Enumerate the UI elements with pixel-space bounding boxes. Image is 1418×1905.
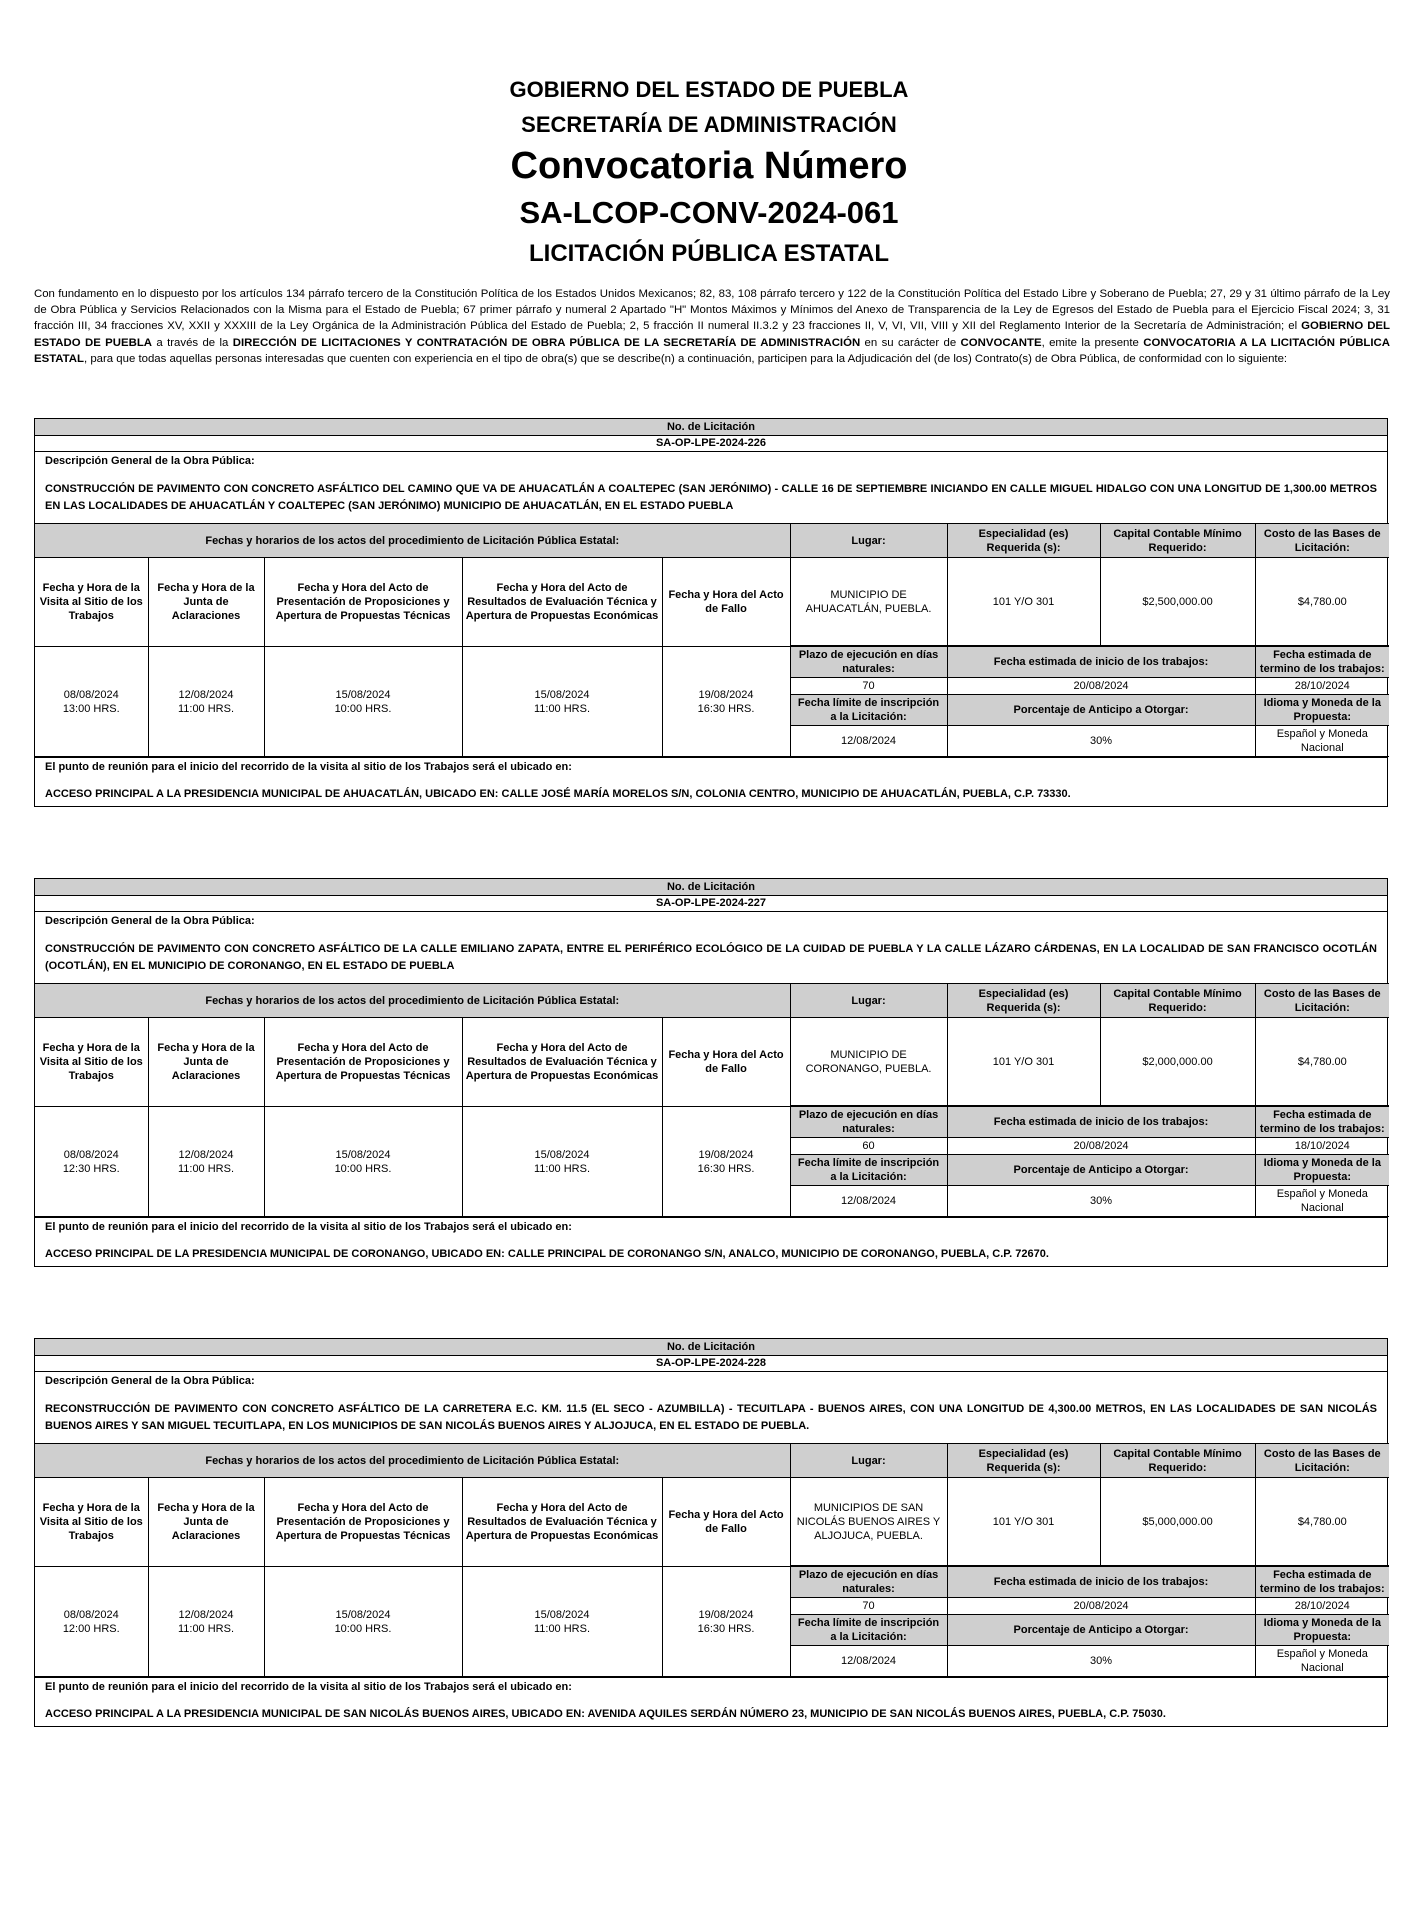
capital-value: $2,000,000.00 — [1100, 1018, 1255, 1106]
especialidad-value: 101 Y/O 301 — [947, 1478, 1100, 1566]
visita-date: 08/08/2024 — [63, 688, 119, 701]
capital-label: Capital Contable Mínimo Requerido: — [1100, 1444, 1255, 1478]
inscripcion-label: Fecha límite de inscripción a la Licitación: — [790, 1615, 947, 1646]
resultados-time: 11:00 HRS. — [533, 1622, 591, 1635]
resultados-time: 11:00 HRS. — [533, 702, 591, 715]
inicio-label: Fecha estimada de inicio de los trabajos: — [947, 1107, 1255, 1138]
lugar-label: Lugar: — [790, 1444, 947, 1478]
fallo-date: 19/08/2024 — [698, 688, 754, 701]
lugar-label: Lugar: — [790, 984, 947, 1018]
junta-date: 12/08/2024 — [178, 1148, 234, 1161]
meeting-point-address: ACCESO PRINCIPAL A LA PRESIDENCIA MUNICIPAL DE SAN NICOLÁS BUENOS AIRES, UBICADO EN: AVENIDA AQUILES SERDÁN NÚMERO 23, MUNICIPIO DE SAN NICOLÁS BUENOS AIRES, PUEBLA, C.P. 75030. — [45, 1708, 1166, 1720]
intro-text: a través de la — [152, 336, 233, 349]
resultados-time: 11:00 HRS. — [533, 1162, 591, 1175]
termino-label: Fecha estimada de termino de los trabajos: — [1255, 647, 1389, 678]
visita-time: 12:30 HRS. — [62, 1162, 120, 1175]
junta-label: Fecha y Hora de la Junta de Aclaraciones — [148, 1018, 264, 1107]
costo-value: $4,780.00 — [1255, 558, 1389, 646]
inicio-value: 20/08/2024 — [947, 678, 1255, 695]
description-text: CONSTRUCCIÓN DE PAVIMENTO CON CONCRETO ASFÁLTICO DEL CAMINO QUE VA DE AHUACATLÁN A COALTEPEC (SAN JERÓNIMO) - CALLE 16 DE SEPTIEMBRE INICIANDO EN CALLE MIGUEL HIDALGO CON UNA LONGITUD DE 1,300.00 METROS EN LAS LOCALIDADES DE AHUACATLÁN Y COALTEPEC (SAN JERÓNIMO) MUNICIPIO DE AHUACATLÁN, EN EL ESTADO PUEBLA — [45, 483, 1377, 512]
lugar-value: MUNICIPIO DE CORONANGO, PUEBLA. — [790, 1018, 947, 1106]
plazo-label: Plazo de ejecución en días naturales: — [790, 647, 947, 678]
presentacion-time: 10:00 HRS. — [334, 1162, 392, 1175]
no-licitacion-label: No. de Licitación — [35, 879, 1387, 896]
visita-value — [35, 1107, 148, 1217]
fechas-horarios-label: Fechas y horarios de los actos del procedimiento de Licitación Pública Estatal: — [35, 524, 790, 558]
capital-label: Capital Contable Mínimo Requerido: — [1100, 524, 1255, 558]
anticipo-label: Porcentaje de Anticipo a Otorgar: — [947, 1155, 1255, 1186]
intro-text: , para que todas aquellas personas interesadas que cuenten con experiencia en el tipo de obra(s) que se describe(n) a continuación, participen para la Adjudicación del (de los) Contrato(s) de Obra Pública, de conformidad con lo siguiente: — [83, 352, 1288, 365]
lugar-value: MUNICIPIOS DE SAN NICOLÁS BUENOS AIRES Y ALJOJUCA, PUEBLA. — [790, 1478, 947, 1566]
resultados-value — [462, 647, 662, 757]
presentacion-date: 15/08/2024 — [335, 1608, 391, 1621]
costo-value: $4,780.00 — [1255, 1478, 1389, 1566]
licitacion-number: SA-OP-LPE-2024-226 — [35, 436, 1387, 452]
inscripcion-label: Fecha límite de inscripción a la Licitación: — [790, 695, 947, 726]
inscripcion-value: 12/08/2024 — [790, 1646, 947, 1677]
resultados-value — [462, 1107, 662, 1217]
intro-text: Con fundamento en lo dispuesto por los artículos 134 párrafo tercero de la Constitución Política de los Estados Unidos Mexicanos; 82, 83, 108 párrafo tercero y 122 de la Constitución Política del Estado Libre y Soberano de Puebla; 27, 29 y 31 último párrafo de la Ley de Obra Pública y Servicios Relacionados con la Misma para el Estado de Puebla; 67 primer párrafo y numeral 2 Apartado "H" Montos Máximos y Mínimos del Anexo de Transparencia de la Ley de Egresos del Estado de Puebla para el Ejercicio Fiscal 2024; 3, 31 fracción III, 34 fracciones XV, XXII y XXXIII de la Ley Orgánica de la Administración Pública del Estado de Puebla; 2, 5 fracción II numeral II.3.2 y 23 fracciones II, V, VI, VII, VIII y XII del Reglamento Interior de la Secretaría de Administración; el — [34, 288, 1390, 333]
resultados-date: 15/08/2024 — [534, 1608, 590, 1621]
costo-label: Costo de las Bases de Licitación: — [1255, 524, 1389, 558]
fallo-date: 19/08/2024 — [698, 1608, 754, 1621]
meeting-point-label: El punto de reunión para el inicio del recorrido de la visita al sitio de los Trabajos será el ubicado en: — [45, 1221, 572, 1233]
junta-time: 11:00 HRS. — [177, 702, 235, 715]
fallo-label: Fecha y Hora del Acto de Fallo — [662, 1018, 790, 1107]
government-name: GOBIERNO DEL ESTADO DE PUEBLA — [509, 77, 909, 102]
junta-date: 12/08/2024 — [178, 688, 234, 701]
presentacion-date: 15/08/2024 — [335, 1148, 391, 1161]
anticipo-value: 30% — [947, 1186, 1255, 1217]
plazo-label: Plazo de ejecución en días naturales: — [790, 1107, 947, 1138]
visita-label: Fecha y Hora de la Visita al Sitio de los Trabajos — [35, 558, 148, 647]
junta-value — [148, 1107, 264, 1217]
description-text: RECONSTRUCCIÓN DE PAVIMENTO CON CONCRETO ASFÁLTICO DE LA CARRETERA E.C. KM. 11.5 (EL SECO - AZUMBILLA) - TECUITLAPA - BUENOS AIRES, CON UNA LONGITUD DE 4,300.00 METROS, EN LAS LOCALIDADES DE SAN NICOLÁS BUENOS AIRES Y SAN MIGUEL TECUITLAPA, EN LOS MUNICIPIOS DE SAN NICOLÁS BUENOS AIRES Y ALJOJUCA, EN EL ESTADO DE PUEBLA. — [45, 1403, 1377, 1432]
inscripcion-value: 12/08/2024 — [790, 1186, 947, 1217]
idioma-label: Idioma y Moneda de la Propuesta: — [1255, 1615, 1389, 1646]
licitacion-block — [34, 878, 1388, 1267]
resultados-date: 15/08/2024 — [534, 1148, 590, 1161]
junta-time: 11:00 HRS. — [177, 1622, 235, 1635]
intro-bold: DIRECCIÓN DE LICITACIONES Y CONTRATACIÓN DE OBRA PÚBLICA DE LA SECRETARÍA DE ADMINISTRACIÓN — [232, 336, 861, 349]
licitacion-block — [34, 418, 1388, 807]
junta-label: Fecha y Hora de la Junta de Aclaraciones — [148, 558, 264, 647]
termino-label: Fecha estimada de termino de los trabajos: — [1255, 1567, 1389, 1598]
convocatoria-number: SA-LCOP-CONV-2024-061 — [519, 195, 899, 230]
presentacion-time: 10:00 HRS. — [334, 702, 392, 715]
intro-bold: GOBIERNO DEL ESTADO DE PUEBLA — [34, 320, 1390, 349]
lugar-label: Lugar: — [790, 524, 947, 558]
licitacion-number: SA-OP-LPE-2024-227 — [35, 896, 1387, 912]
meeting-point — [35, 757, 1387, 806]
termino-value: 18/10/2024 — [1255, 1138, 1389, 1155]
idioma-value: Español y Moneda Nacional — [1255, 1186, 1389, 1217]
presentacion-label: Fecha y Hora del Acto de Presentación de Proposiciones y Apertura de Propuestas Técnicas — [264, 1478, 462, 1567]
costo-value: $4,780.00 — [1255, 1018, 1389, 1106]
visita-value — [35, 1567, 148, 1677]
fallo-time: 16:30 HRS. — [697, 1622, 755, 1635]
visita-label: Fecha y Hora de la Visita al Sitio de los Trabajos — [35, 1018, 148, 1107]
intro-paragraph — [34, 286, 1390, 367]
intro-bold: CONVOCANTE — [960, 336, 1042, 349]
junta-label: Fecha y Hora de la Junta de Aclaraciones — [148, 1478, 264, 1567]
resultados-label: Fecha y Hora del Acto de Resultados de Evaluación Técnica y Apertura de Propuestas Económicas — [462, 1478, 662, 1567]
plazo-label: Plazo de ejecución en días naturales: — [790, 1567, 947, 1598]
inicio-value: 20/08/2024 — [947, 1598, 1255, 1615]
plazo-value: 60 — [790, 1138, 947, 1155]
especialidad-value: 101 Y/O 301 — [947, 1018, 1100, 1106]
visita-value — [35, 647, 148, 757]
presentacion-value — [264, 647, 462, 757]
document-title: Convocatoria Número — [510, 145, 908, 187]
especialidad-label: Especialidad (es) Requerida (s): — [947, 984, 1100, 1018]
presentacion-label: Fecha y Hora del Acto de Presentación de Proposiciones y Apertura de Propuestas Técnicas — [264, 558, 462, 647]
secretariat-name: SECRETARÍA DE ADMINISTRACIÓN — [521, 112, 897, 137]
presentacion-time: 10:00 HRS. — [334, 1622, 392, 1635]
costo-label: Costo de las Bases de Licitación: — [1255, 984, 1389, 1018]
inicio-label: Fecha estimada de inicio de los trabajos: — [947, 647, 1255, 678]
lugar-value: MUNICIPIO DE AHUACATLÁN, PUEBLA. — [790, 558, 947, 646]
description-label: Descripción General de la Obra Pública: — [45, 1375, 255, 1387]
fallo-value — [662, 1107, 790, 1217]
anticipo-label: Porcentaje de Anticipo a Otorgar: — [947, 1615, 1255, 1646]
schedule-table — [35, 983, 1389, 1217]
resultados-value — [462, 1567, 662, 1677]
inicio-value: 20/08/2024 — [947, 1138, 1255, 1155]
resultados-label: Fecha y Hora del Acto de Resultados de Evaluación Técnica y Apertura de Propuestas Económicas — [462, 1018, 662, 1107]
junta-value — [148, 647, 264, 757]
visita-date: 08/08/2024 — [63, 1608, 119, 1621]
capital-value: $5,000,000.00 — [1100, 1478, 1255, 1566]
anticipo-label: Porcentaje de Anticipo a Otorgar: — [947, 695, 1255, 726]
presentacion-value — [264, 1567, 462, 1677]
no-licitacion-label: No. de Licitación — [35, 419, 1387, 436]
meeting-point — [35, 1217, 1387, 1266]
intro-text: en su carácter de — [860, 336, 961, 349]
capital-label: Capital Contable Mínimo Requerido: — [1100, 984, 1255, 1018]
intro-bold: CONVOCATORIA A LA LICITACIÓN PÚBLICA ESTATAL — [34, 336, 1390, 365]
junta-time: 11:00 HRS. — [177, 1162, 235, 1175]
especialidad-value: 101 Y/O 301 — [947, 558, 1100, 646]
termino-value: 28/10/2024 — [1255, 678, 1389, 695]
idioma-value: Español y Moneda Nacional — [1255, 726, 1389, 757]
termino-label: Fecha estimada de termino de los trabajos: — [1255, 1107, 1389, 1138]
description-label: Descripción General de la Obra Pública: — [45, 455, 255, 467]
fallo-time: 16:30 HRS. — [697, 702, 755, 715]
anticipo-value: 30% — [947, 726, 1255, 757]
presentacion-label: Fecha y Hora del Acto de Presentación de Proposiciones y Apertura de Propuestas Técnicas — [264, 1018, 462, 1107]
intro-text: , emite la presente — [1041, 336, 1144, 349]
idioma-label: Idioma y Moneda de la Propuesta: — [1255, 1155, 1389, 1186]
schedule-table — [35, 523, 1389, 757]
meeting-point-label: El punto de reunión para el inicio del recorrido de la visita al sitio de los Trabajos será el ubicado en: — [45, 761, 572, 773]
inscripcion-value: 12/08/2024 — [790, 726, 947, 757]
visita-date: 08/08/2024 — [63, 1148, 119, 1161]
anticipo-value: 30% — [947, 1646, 1255, 1677]
idioma-label: Idioma y Moneda de la Propuesta: — [1255, 695, 1389, 726]
especialidad-label: Especialidad (es) Requerida (s): — [947, 1444, 1100, 1478]
idioma-value: Español y Moneda Nacional — [1255, 1646, 1389, 1677]
plazo-value: 70 — [790, 1598, 947, 1615]
licitacion-block — [34, 1338, 1388, 1727]
description-label: Descripción General de la Obra Pública: — [45, 915, 255, 927]
licitacion-type: LICITACIÓN PÚBLICA ESTATAL — [529, 240, 889, 267]
visita-time: 13:00 HRS. — [62, 702, 120, 715]
resultados-date: 15/08/2024 — [534, 688, 590, 701]
fallo-label: Fecha y Hora del Acto de Fallo — [662, 558, 790, 647]
meeting-point — [35, 1677, 1387, 1726]
presentacion-date: 15/08/2024 — [335, 688, 391, 701]
fallo-label: Fecha y Hora del Acto de Fallo — [662, 1478, 790, 1567]
fallo-date: 19/08/2024 — [698, 1148, 754, 1161]
licitacion-number: SA-OP-LPE-2024-228 — [35, 1356, 1387, 1372]
presentacion-value — [264, 1107, 462, 1217]
junta-date: 12/08/2024 — [178, 1608, 234, 1621]
capital-value: $2,500,000.00 — [1100, 558, 1255, 646]
especialidad-label: Especialidad (es) Requerida (s): — [947, 524, 1100, 558]
visita-label: Fecha y Hora de la Visita al Sitio de los Trabajos — [35, 1478, 148, 1567]
costo-label: Costo de las Bases de Licitación: — [1255, 1444, 1389, 1478]
inscripcion-label: Fecha límite de inscripción a la Licitación: — [790, 1155, 947, 1186]
fallo-time: 16:30 HRS. — [697, 1162, 755, 1175]
resultados-label: Fecha y Hora del Acto de Resultados de Evaluación Técnica y Apertura de Propuestas Económicas — [462, 558, 662, 647]
meeting-point-address: ACCESO PRINCIPAL A LA PRESIDENCIA MUNICIPAL DE AHUACATLÁN, UBICADO EN: CALLE JOSÉ MARÍA MORELOS S/N, COLONIA CENTRO, MUNICIPIO DE AHUACATLÁN, PUEBLA, C.P. 73330. — [45, 788, 1071, 800]
schedule-table — [35, 1443, 1389, 1677]
no-licitacion-label: No. de Licitación — [35, 1339, 1387, 1356]
description-text: CONSTRUCCIÓN DE PAVIMENTO CON CONCRETO ASFÁLTICO DE LA CALLE EMILIANO ZAPATA, ENTRE EL PERIFÉRICO ECOLÓGICO DE LA CUIDAD DE PUEBLA Y LA CALLE LÁZARO CÁRDENAS, EN LA LOCALIDAD DE SAN FRANCISCO OCOTLÁN (OCOTLÁN), EN EL MUNICIPIO DE CORONANGO, EN EL ESTADO DE PUEBLA — [45, 943, 1377, 972]
fechas-horarios-label: Fechas y horarios de los actos del procedimiento de Licitación Pública Estatal: — [35, 1444, 790, 1478]
visita-time: 12:00 HRS. — [62, 1622, 120, 1635]
junta-value — [148, 1567, 264, 1677]
meeting-point-address: ACCESO PRINCIPAL DE LA PRESIDENCIA MUNICIPAL DE CORONANGO, UBICADO EN: CALLE PRINCIPAL DE CORONANGO S/N, ANALCO, MUNICIPIO DE CORONANGO, PUEBLA, C.P. 72670. — [45, 1248, 1049, 1260]
fallo-value — [662, 647, 790, 757]
termino-value: 28/10/2024 — [1255, 1598, 1389, 1615]
meeting-point-label: El punto de reunión para el inicio del recorrido de la visita al sitio de los Trabajos será el ubicado en: — [45, 1681, 572, 1693]
fallo-value — [662, 1567, 790, 1677]
inicio-label: Fecha estimada de inicio de los trabajos: — [947, 1567, 1255, 1598]
plazo-value: 70 — [790, 678, 947, 695]
fechas-horarios-label: Fechas y horarios de los actos del procedimiento de Licitación Pública Estatal: — [35, 984, 790, 1018]
